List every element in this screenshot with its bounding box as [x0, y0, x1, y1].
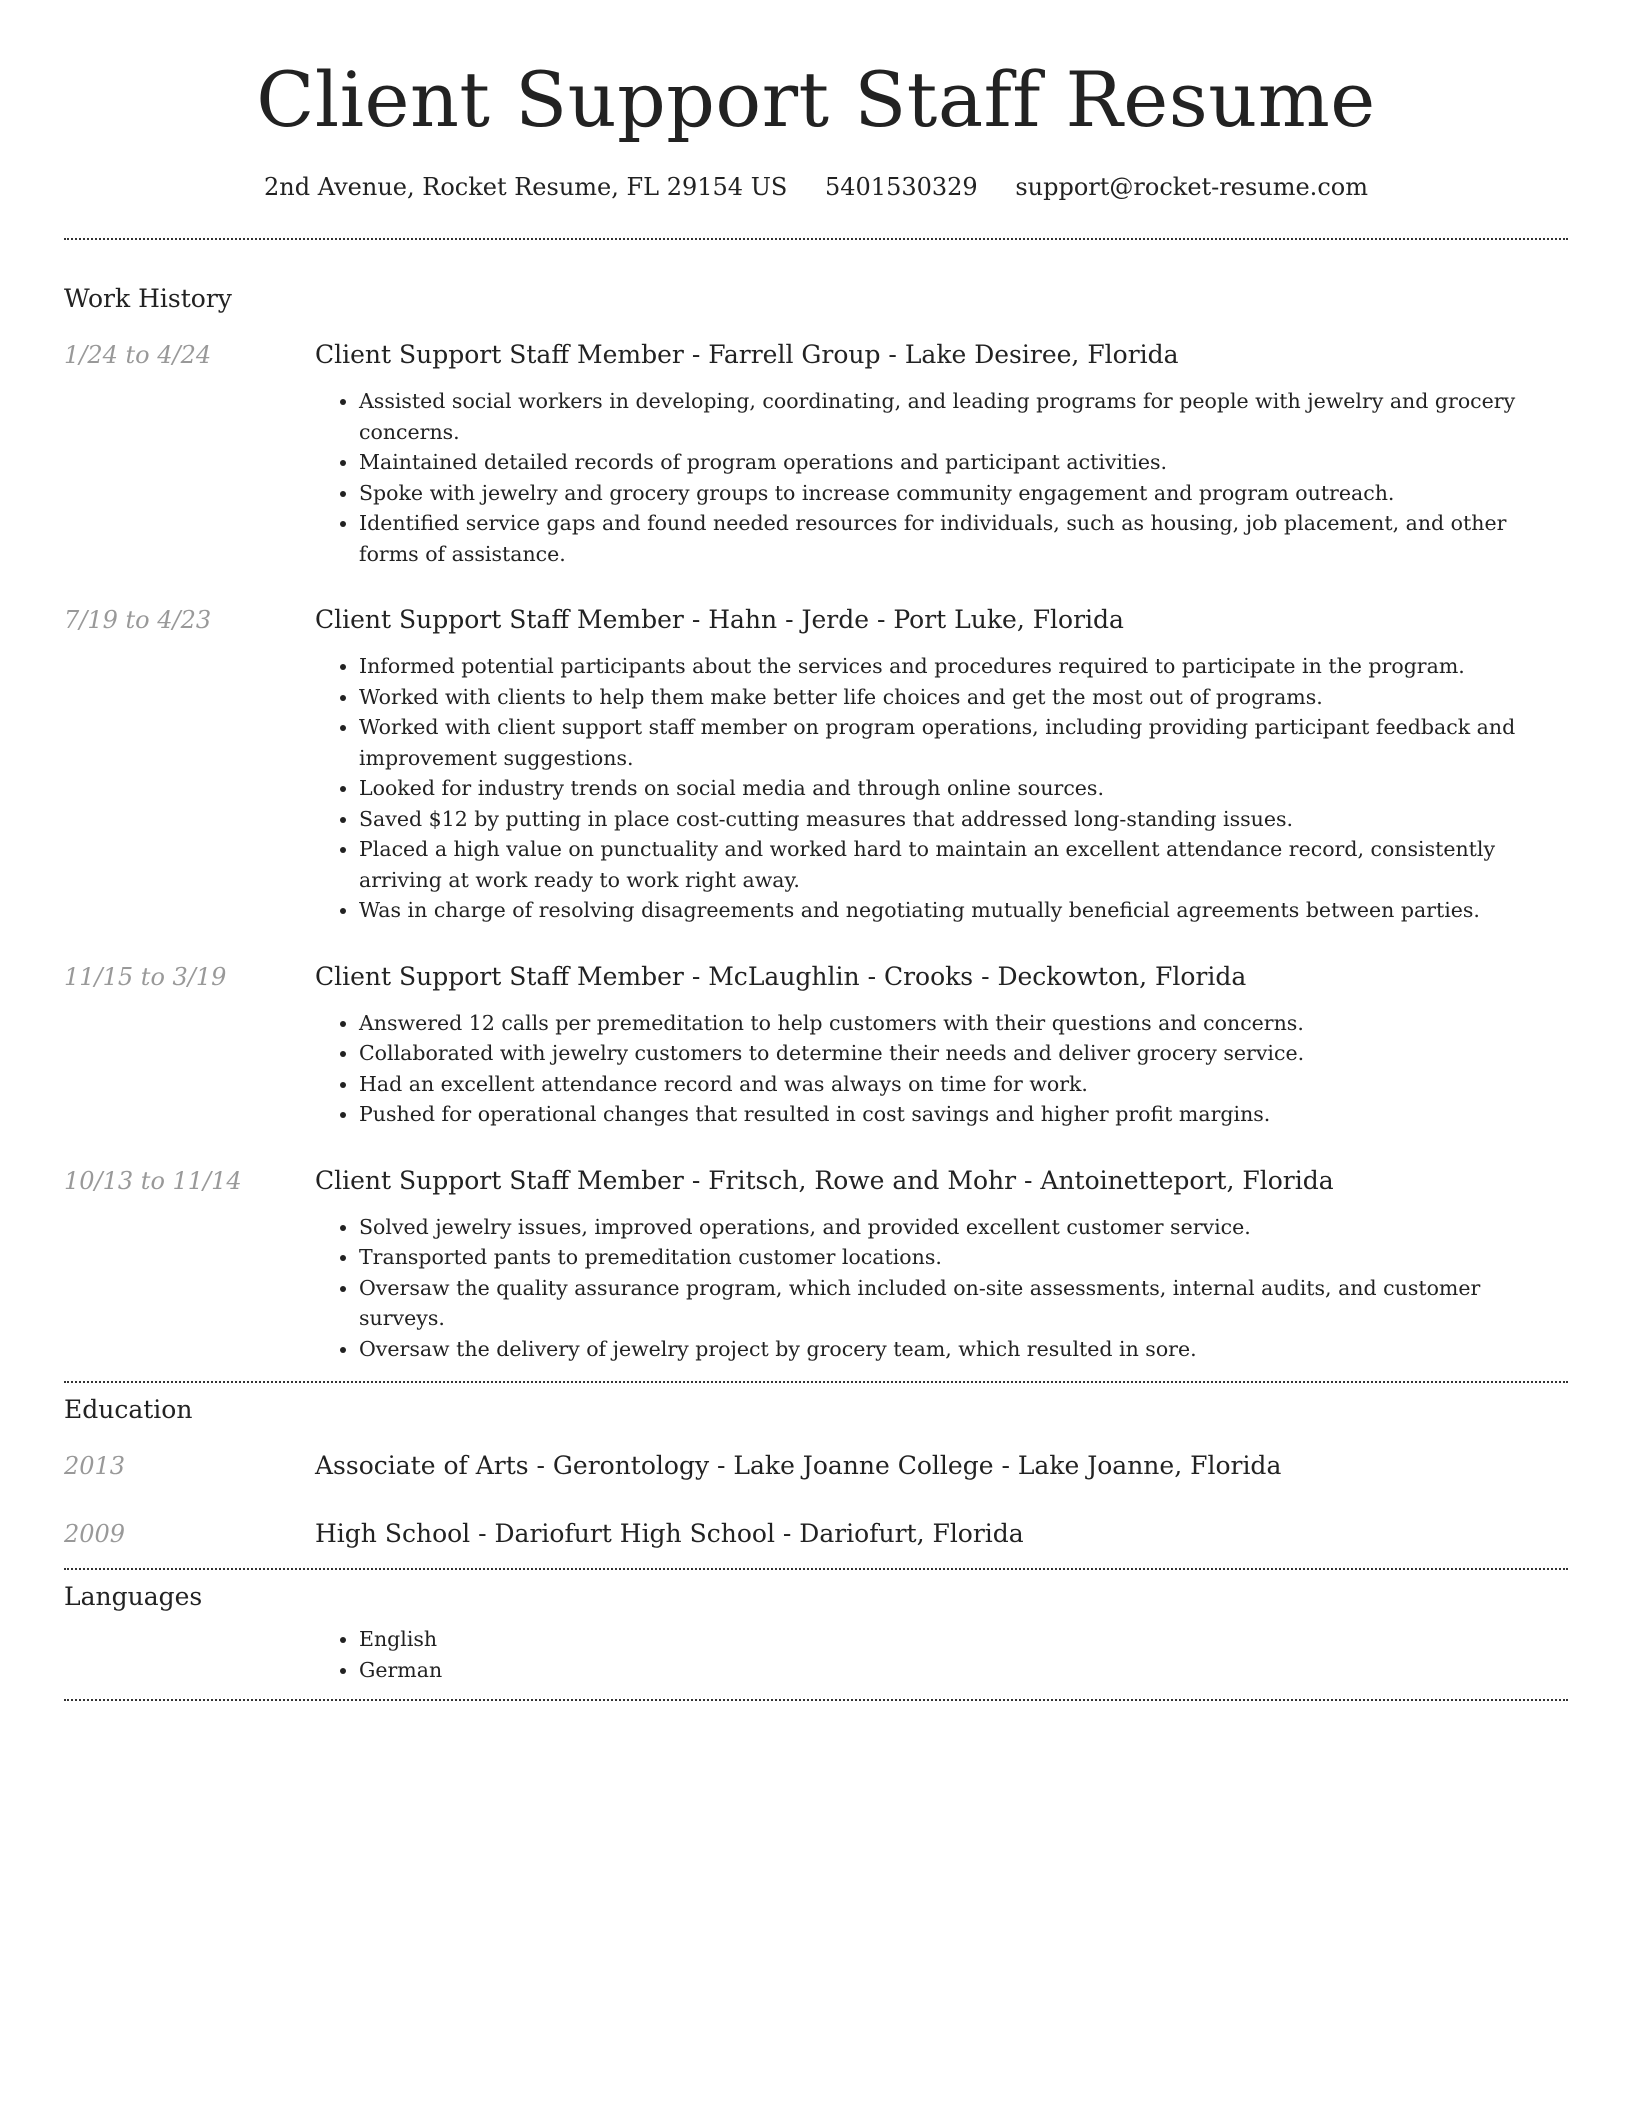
work-bullet: • Maintained detailed records of program operations and participant activities. — [359, 447, 1568, 478]
work-title: Client Support Staff Member - Farrell Group - Lake Desiree, Florida — [315, 340, 1179, 369]
work-title: Client Support Staff Member - Hahn - Jerde - Port Luke, Florida — [315, 605, 1124, 634]
section-heading-languages: Languages — [64, 1582, 203, 1611]
work-entry — [64, 603, 1568, 926]
work-entry — [64, 960, 1568, 1130]
work-content — [315, 1164, 1568, 1365]
contact-phone: 5401530329 — [825, 173, 978, 201]
work-title: Client Support Staff Member - McLaughlin - Crooks - Deckowton, Florida — [315, 961, 1247, 991]
contact-address: 2nd Avenue, Rocket Resume, FL 29154 US — [264, 173, 788, 201]
work-dates: 11/15 to 3/19 — [64, 962, 227, 991]
resume-title: Client Support Staff Resume — [256, 55, 1376, 144]
work-bullets — [315, 1212, 1568, 1365]
section-heading-education: Education — [64, 1395, 193, 1424]
work-dates: 1/24 to 4/24 — [64, 341, 212, 369]
education-title: High School - Dariofurt High School - Dariofurt, Florida — [315, 1519, 1024, 1548]
work-bullet: • Oversaw the quality assurance program, which included on-site assessments, internal audits, and customer surveys. — [359, 1273, 1568, 1334]
work-bullets — [315, 1008, 1568, 1130]
education-content — [315, 1449, 1568, 1483]
education-entry — [64, 1449, 1568, 1483]
work-bullets — [315, 651, 1568, 926]
work-bullet: • Oversaw the delivery of jewelry project by grocery team, which resulted in sore. — [359, 1334, 1568, 1365]
work-bullet: • Answered 12 calls per premeditation to help customers with their questions and concerns. — [359, 1008, 1568, 1039]
divider — [64, 1381, 1568, 1383]
divider — [64, 1699, 1568, 1701]
work-entry — [64, 338, 1568, 569]
languages-entry — [64, 1624, 1568, 1685]
work-bullet: • Placed a high value on punctuality and worked hard to maintain an excellent attendance record, consistently arriving at work ready to work right away. — [359, 834, 1568, 895]
education-entry — [64, 1517, 1568, 1551]
languages-content — [315, 1624, 1568, 1685]
work-dates: 7/19 to 4/23 — [64, 606, 212, 634]
work-bullet: • Collaborated with jewelry customers to determine their needs and deliver grocery service. — [359, 1038, 1568, 1069]
resume-page — [64, 0, 1568, 1701]
work-bullets — [315, 386, 1568, 569]
work-bullet: • Spoke with jewelry and grocery groups to increase community engagement and program outreach. — [359, 478, 1568, 509]
contact-email: support@rocket-resume.com — [1015, 173, 1368, 201]
language-item: • German — [359, 1655, 1568, 1686]
divider — [64, 238, 1568, 240]
work-title: Client Support Staff Member - Fritsch, Rowe and Mohr - Antoinetteport, Florida — [315, 1165, 1334, 1195]
work-bullet: • Pushed for operational changes that resulted in cost savings and higher profit margins. — [359, 1099, 1568, 1130]
work-bullet: • Worked with clients to help them make better life choices and get the most out of programs. — [359, 682, 1568, 713]
work-bullet: • Informed potential participants about the services and procedures required to participate in the program. — [359, 651, 1568, 682]
work-bullet: • Assisted social workers in developing, coordinating, and leading programs for people with jewelry and grocery concerns. — [359, 386, 1568, 447]
education-year: 2009 — [64, 1520, 126, 1548]
work-content — [315, 338, 1568, 569]
work-content — [315, 603, 1568, 926]
language-item: • English — [359, 1624, 1568, 1655]
education-content — [315, 1517, 1568, 1551]
education-title: Associate of Arts - Gerontology - Lake Joanne College - Lake Joanne, Florida — [315, 1451, 1282, 1480]
divider — [64, 1568, 1568, 1570]
work-bullet: • Identified service gaps and found needed resources for individuals, such as housing, job placement, and other forms of assistance. — [359, 508, 1568, 569]
work-dates: 10/13 to 11/14 — [64, 1166, 242, 1195]
work-entry — [64, 1164, 1568, 1365]
languages-list — [315, 1624, 1568, 1685]
work-bullet: • Solved jewelry issues, improved operations, and provided excellent customer service. — [359, 1212, 1568, 1243]
work-bullet: • Saved $12 by putting in place cost-cutting measures that addressed long-standing issues. — [359, 804, 1568, 835]
contact-line — [64, 170, 1568, 204]
work-bullet: • Transported pants to premeditation customer locations. — [359, 1242, 1568, 1273]
work-content — [315, 960, 1568, 1130]
work-bullet: • Had an excellent attendance record and was always on time for work. — [359, 1069, 1568, 1100]
work-bullet: • Looked for industry trends on social media and through online sources. — [359, 773, 1568, 804]
work-bullet: • Worked with client support staff member on program operations, including providing participant feedback and improvement suggestions. — [359, 712, 1568, 773]
work-bullet: • Was in charge of resolving disagreements and negotiating mutually beneficial agreements between parties. — [359, 895, 1568, 926]
section-heading-work-history: Work History — [64, 284, 232, 313]
education-year: 2013 — [64, 1452, 126, 1480]
